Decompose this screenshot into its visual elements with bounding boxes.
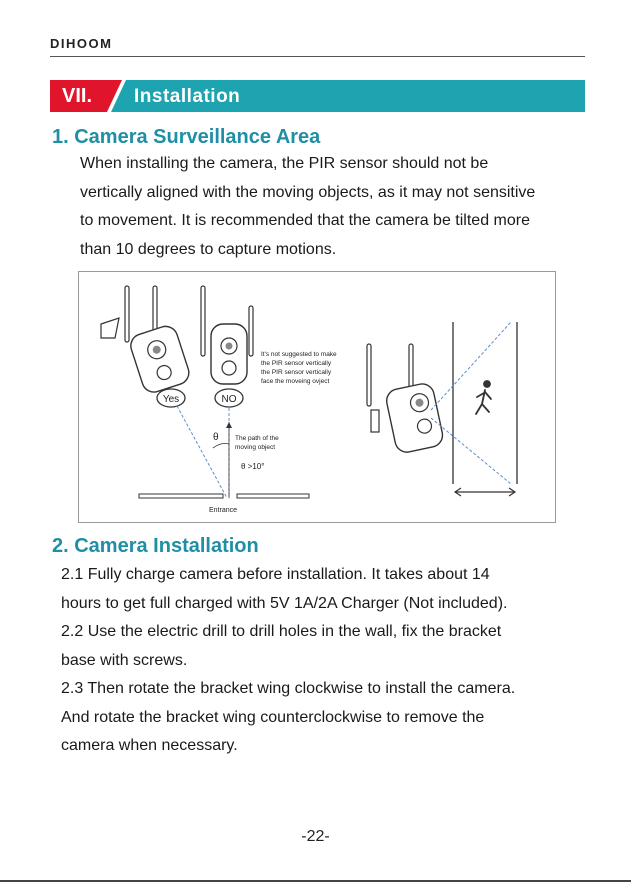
front-camera-icon [201, 286, 253, 384]
page-number: -22- [301, 828, 330, 845]
paragraph-line: hours to get full charged with 5V 1A/2A Charger (Not included). [61, 594, 508, 612]
section-banner-shape [50, 80, 585, 112]
walking-person-icon [476, 381, 491, 414]
side-camera-icon [367, 344, 445, 454]
angle-arc [213, 444, 229, 449]
paragraph-line: And rotate the bracket wing counterclockwise to remove the [61, 708, 485, 726]
installation-diagram [78, 271, 556, 523]
detection-cone-upper [431, 322, 511, 410]
paragraph-line: base with screws. [61, 651, 188, 669]
paragraph-line: to movement. It is recommended that the camera be tilted more [80, 212, 530, 229]
note-line: face the moveing ovject [261, 378, 330, 385]
bottom-divider [0, 880, 631, 882]
note-line: the PIR sensor vertically [261, 360, 332, 367]
tilted-camera-icon [101, 286, 192, 395]
path-arrow-head [226, 422, 232, 428]
note-line: It's not suggested to make [261, 351, 337, 358]
angle-label: θ >10° [241, 462, 265, 471]
installation-paragraph [61, 561, 591, 761]
brand-logo: DIHOOM [50, 36, 113, 51]
note-line: the PIR sensor vertically [261, 369, 332, 376]
paragraph-line: 2.3 Then rotate the bracket wing clockwise to install the camera. [61, 680, 516, 697]
section-title: Installation [134, 86, 241, 107]
path-text: The path of the [235, 435, 279, 442]
entrance-wall-right [237, 494, 309, 498]
entrance-wall-left [139, 494, 223, 498]
heading-surveillance-area: 1. Camera Surveillance Area [52, 126, 321, 148]
section-number: VII. [62, 85, 93, 107]
yes-label: Yes [162, 394, 180, 405]
paragraph-line: camera when necessary. [61, 737, 238, 754]
paragraph-line: 2.1 Fully charge camera before installation. It takes about 14 [61, 566, 490, 583]
header-divider [50, 56, 585, 57]
pir-note [261, 351, 337, 385]
theta-symbol: θ [213, 432, 219, 443]
surveillance-paragraph [80, 150, 590, 264]
no-label: NO [221, 394, 237, 405]
entrance-label: Entrance [208, 507, 238, 514]
section-banner [50, 80, 585, 112]
heading-camera-installation: 2. Camera Installation [52, 535, 259, 557]
paragraph-line: than 10 degrees to capture motions. [80, 240, 337, 258]
path-text: moving object [235, 444, 276, 451]
detection-cone-lower [431, 418, 511, 484]
detection-line [177, 406, 227, 498]
paragraph-line: 2.2 Use the electric drill to drill holes in the wall, fix the bracket [61, 623, 502, 640]
paragraph-line: When installing the camera, the PIR sensor should not be [80, 155, 489, 172]
paragraph-line: vertically aligned with the moving objects, as it may not sensitive [80, 183, 536, 201]
